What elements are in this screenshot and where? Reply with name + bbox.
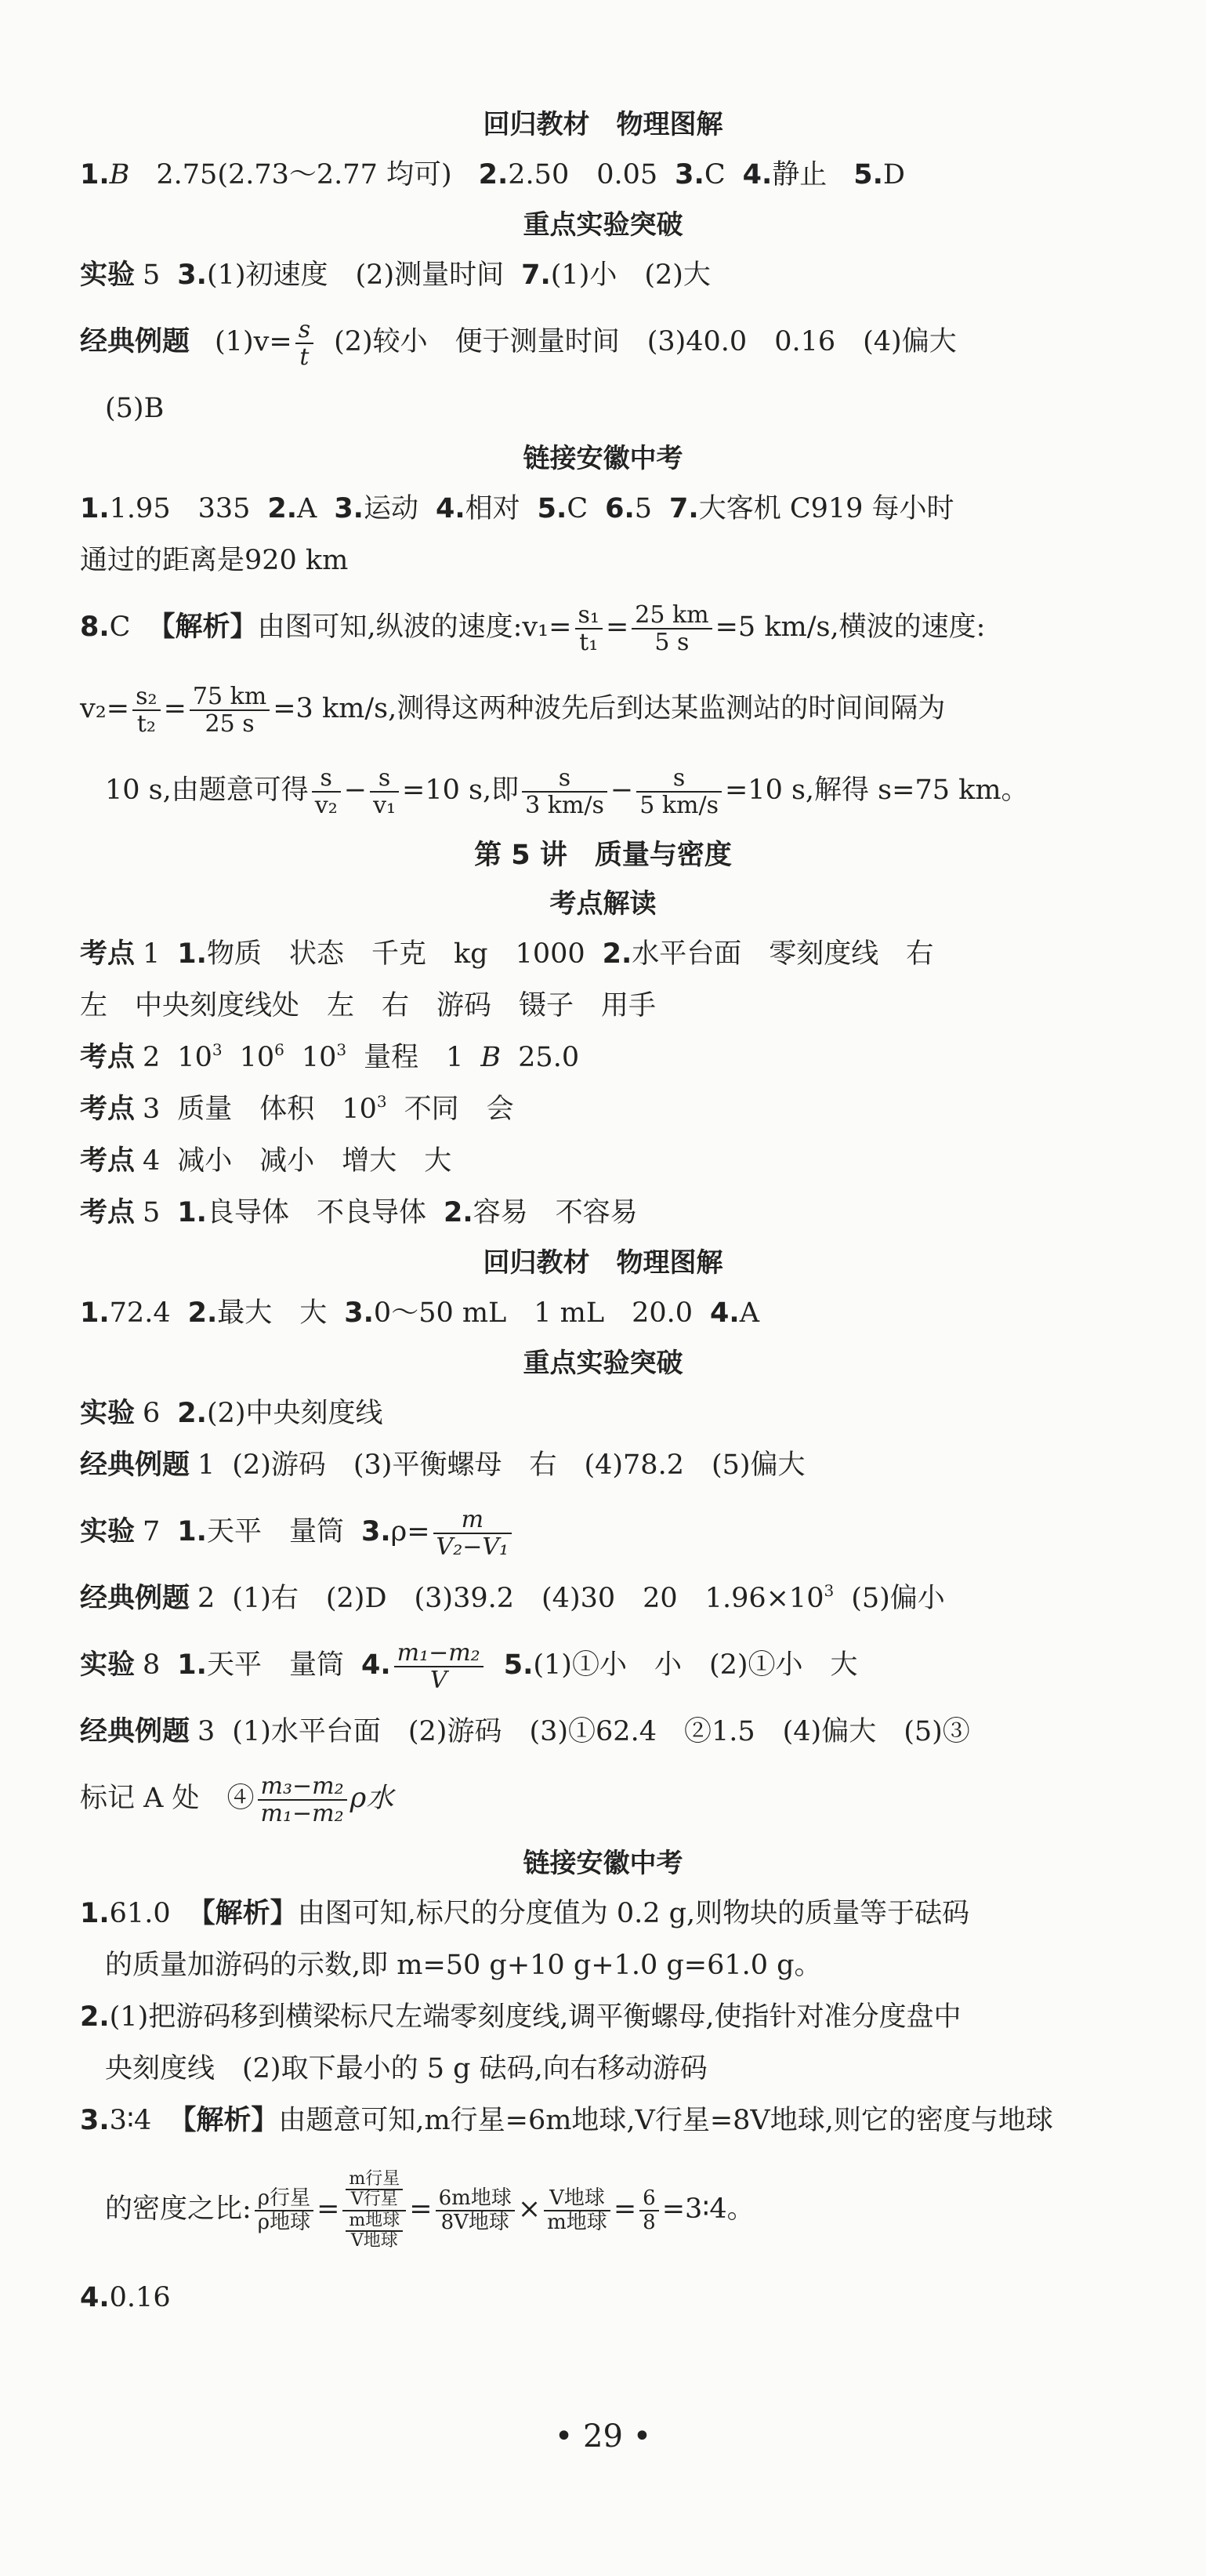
answer-line: 考点 4 减小 减小 增大 大 [80, 1145, 452, 1177]
answer-line: 经典例题 2 (1)右 (2)D (3)39.2 (4)30 20 $1.96\times 10^3$ (5)偏小 [80, 1581, 945, 1614]
answer-line: 左 中央刻度线处 左 右 游码 镊子 用手 [80, 990, 657, 1021]
section-heading: 重点实验突破 [523, 1348, 683, 1379]
fraction: $\frac{s}{5 km/s}$ [636, 765, 722, 818]
fraction: $\frac{\text{ρ行星}}{\text{ρ地球}}$ [255, 2187, 313, 2233]
section-heading: 重点实验突破 [523, 209, 683, 241]
answer-line: (5)B [105, 393, 165, 424]
fraction: $\frac{s}{\text{v₂}}$ [312, 765, 341, 818]
answer-line: 考点 2 $10^3$ $10^6$ $10^3$ 量程 1 B 25.0 [80, 1040, 580, 1073]
fraction: $\frac{s}{3 km/s}$ [522, 765, 607, 818]
answer-line: 标记 A 处 ④ $\frac{\text{m₃−m₂}}{\text{m₁−m₂}}$ ρ水 [80, 1772, 394, 1827]
fraction: $\frac{s}{\text{v₁}}$ [370, 765, 399, 818]
section-heading: 链接安徽中考 [523, 1848, 683, 1879]
fraction: $\frac{m}{\text{V₂−V₁}}$ [433, 1507, 512, 1560]
answer-line: 实验 6 2.(2)中央刻度线 [80, 1398, 383, 1429]
answer-line: 8.C 【解析】由图可知,纵波的速度:v₁= $\frac{\text{s₁}}{\text{t₁}}$ = $\frac{25 km}{5 s}$ =5 km/s,横波的速度: [80, 600, 986, 656]
answer-line: 4.0.16 [80, 2282, 171, 2313]
answer-line: 经典例题 3 (1)水平台面 (2)游码 (3)①62.4 ②1.5 (4)偏大 (5)③ [80, 1716, 970, 1747]
section-heading: 考点解读 [549, 888, 657, 920]
answer-line: 的质量加游码的示数,即 m=50 g+10 g+1.0 g=61.0 g。 [105, 1950, 822, 1981]
page-number: • 29 • [554, 2418, 652, 2454]
answer-line: 的密度之比: $\frac{\text{ρ行星}}{\text{ρ地球}}$ = $\frac{\frac{\text{m行星}}{\text{V行星}}}{\frac{\text{m地球}}{\text{V地球}}}$ = $\frac{\text{6m地球}}{\text{8V地球}}$ × $\frac{\text{V地球}}{\text{m地球}}$ = $\frac{6}{8}$ =3∶4。 [105, 2169, 755, 2251]
answer-line: 通过的距离是920 km [80, 545, 349, 576]
fraction: $\frac{25 km}{5 s}$ [632, 602, 712, 655]
fraction: $\frac{\text{6m地球}}{\text{8V地球}}$ [436, 2187, 515, 2233]
fraction: $\frac{\text{s₂}}{\text{t₂}}$ [132, 684, 160, 737]
answer-line: 1.B 2.75(2.73～2.77 均可) 2.2.50 0.05 3.C 4.静止 5.D [80, 159, 905, 190]
fraction: $\frac{s}{t}$ [295, 317, 313, 370]
answer-line: 实验 8 1.天平 量筒 4. $\frac{\text{m₁−m₂}}{V}$ 5.(1)①小 小 (2)①小 大 [80, 1638, 858, 1694]
answer-line: 实验 5 3.(1)初速度 (2)测量时间 7.(1)小 (2)大 [80, 259, 711, 291]
answer-page [80, 100, 1126, 2324]
fraction: $\frac{\text{V地球}}{\text{m地球}}$ [544, 2187, 610, 2233]
fraction: $\frac{\text{m₃−m₂}}{\text{m₁−m₂}}$ [258, 1773, 347, 1827]
answer-line: v₂= $\frac{\text{s₂}}{\text{t₂}}$ = $\frac{75 km}{25 s}$ =3 km/s,测得这两种波先后到达某监测站的时间间隔为 [80, 682, 946, 738]
compound-fraction: $\frac{\frac{\text{m行星}}{\text{V行星}}}{\frac{\text{m地球}}{\text{V地球}}}$ [342, 2170, 406, 2251]
answer-line: 1.61.0 【解析】由图可知,标尺的分度值为 0.2 g,则物块的质量等于砝码 [80, 1898, 970, 1929]
answer-line: 考点 3 质量 体积 $10^3$ 不同 会 [80, 1092, 514, 1125]
fraction: $\frac{75 km}{25 s}$ [190, 684, 270, 737]
fraction: $\frac{\text{m₁−m₂}}{V}$ [394, 1640, 483, 1693]
answer-line: 1.72.4 2.最大 大 3.0～50 mL 1 mL 20.0 4.A [80, 1297, 759, 1329]
answer-line: 实验 7 1.天平 量筒 3.ρ= $\frac{m}{\text{V₂−V₁}}$ [80, 1491, 1126, 1573]
fraction: $\frac{\text{s₁}}{\text{t₁}}$ [575, 602, 603, 655]
section-heading: 链接安徽中考 [523, 443, 683, 474]
answer-line: 1.1.95 335 2.A 3.运动 4.相对 5.C 6.5 7.大客机 C919 每小时 [80, 493, 954, 524]
answer-line: 经典例题 (1)v= $\frac{s}{t}$ (2)较小 便于测量时间 (3)40.0 0.16 (4)偏大 [80, 315, 957, 371]
answer-line: 3.3∶4 【解析】由题意可知,m行星=6m地球,V行星=8V地球,则它的密度与地球 [80, 2105, 1053, 2136]
fraction: $\frac{6}{8}$ [639, 2187, 659, 2233]
section-heading: 回归教材 物理图解 [483, 109, 723, 140]
answer-line: 考点 5 1.良导体 不良导体 2.容易 不容易 [80, 1197, 638, 1228]
lesson-title: 第 5 讲 质量与密度 [474, 840, 732, 871]
answer-line: 经典例题 1 (2)游码 (3)平衡螺母 右 (4)78.2 (5)偏大 [80, 1449, 806, 1481]
answer-line: 考点 1 1.物质 状态 千克 kg 1000 2.水平台面 零刻度线 右 [80, 938, 934, 970]
answer-line: 央刻度线 (2)取下最小的 5 g 砝码,向右移动游码 [105, 2053, 708, 2084]
answer-line: 2.(1)把游码移到横梁标尺左端零刻度线,调平衡螺母,使指针对准分度盘中 [80, 2001, 962, 2033]
answer-line: 10 s,由题意可得 $\frac{s}{\text{v₂}}$ − $\frac{s}{\text{v₁}}$ =10 s,即 $\frac{s}{3 km/s}$ − $\frac{s}{5 km/s}$ =10 s,解得 s=75 km。 [105, 764, 1029, 819]
section-heading: 回归教材 物理图解 [483, 1247, 723, 1279]
